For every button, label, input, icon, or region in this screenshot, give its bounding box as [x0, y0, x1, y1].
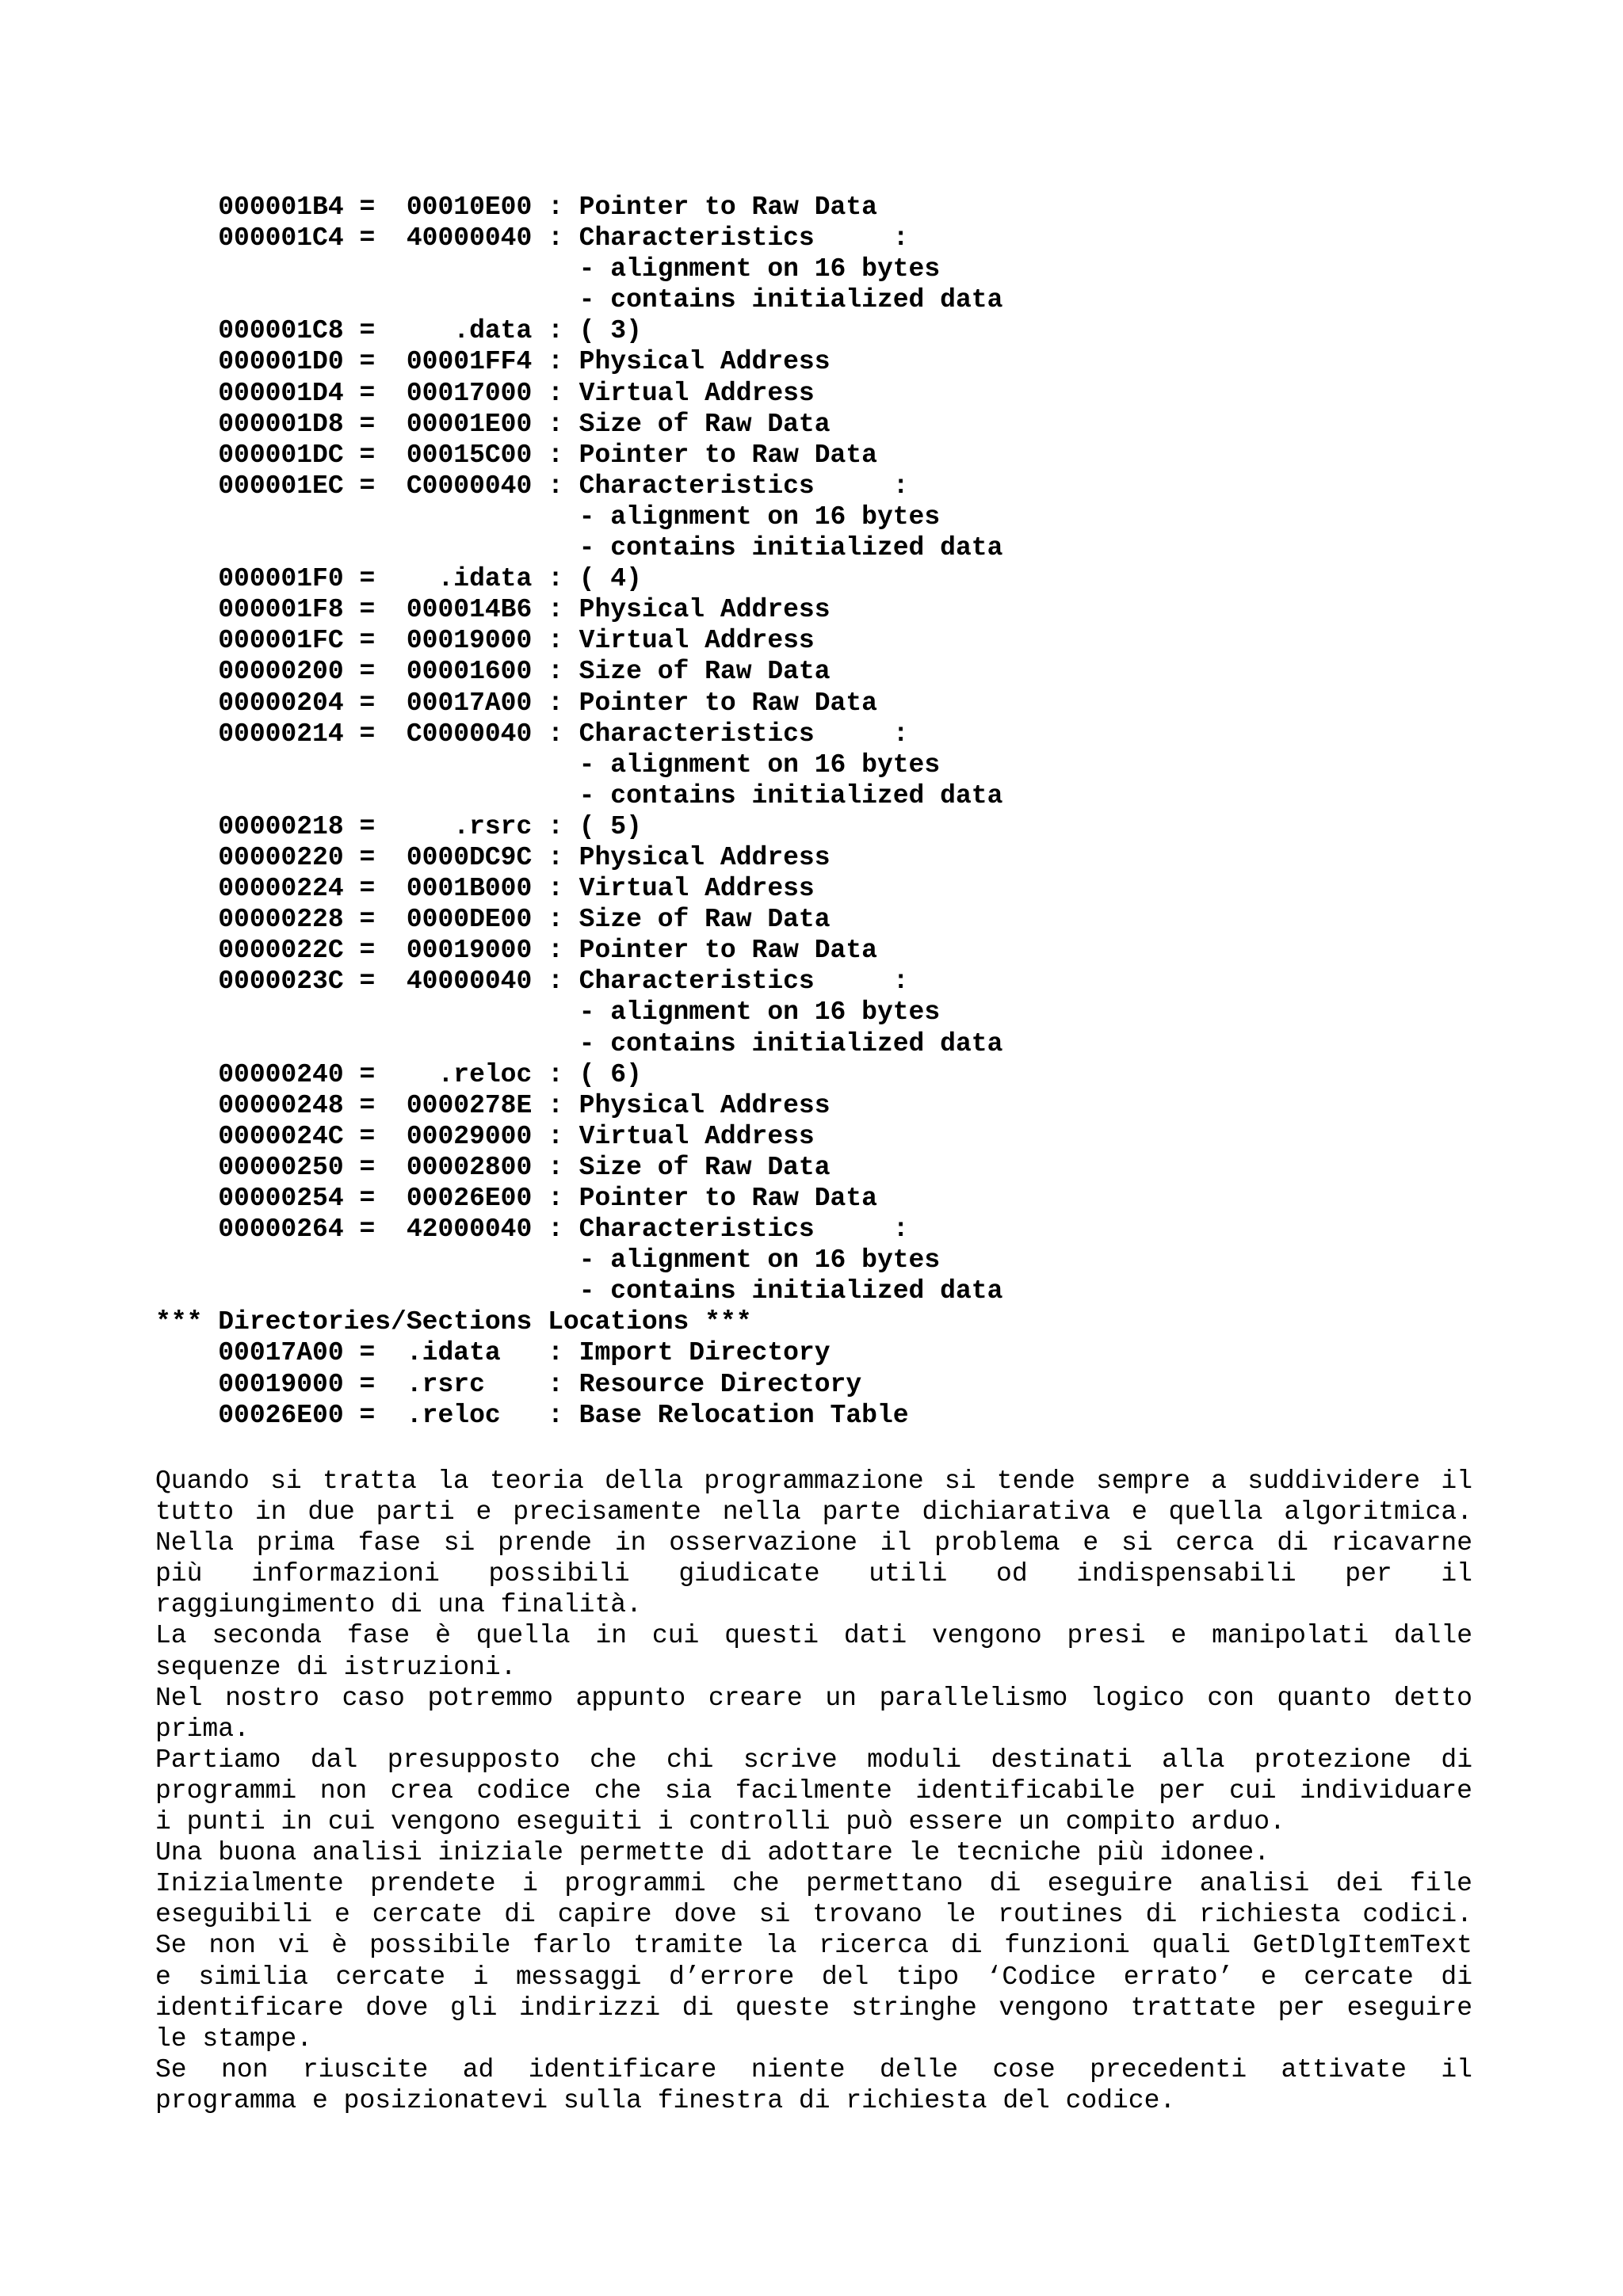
- paragraph-line: Una buona analisi iniziale permette di adottare le tecniche più idonee.: [155, 1838, 1270, 1868]
- paragraph-line: Nel nostro caso potremmo appunto creare un parallelismo logico con quanto detto: [155, 1683, 1472, 1713]
- dump-line: 000001F0 = .idata : ( 4): [155, 564, 642, 594]
- dump-line: - contains initialized data: [155, 533, 1003, 563]
- paragraph-line: programma e posizionatevi sulla finestra di richiesta del codice.: [155, 2085, 1176, 2115]
- dump-line: - contains initialized data: [155, 1276, 1003, 1306]
- paragraph-line: Quando si tratta la teoria della programmazione si tende sempre a suddividere il: [155, 1466, 1472, 1496]
- dump-line: 000001D0 = 00001FF4 : Physical Address: [155, 347, 831, 377]
- dump-line: 00017A00 = .idata : Import Directory: [155, 1338, 831, 1368]
- dump-line: - alignment on 16 bytes: [155, 749, 941, 780]
- dump-line: 000001FC = 00019000 : Virtual Address: [155, 626, 815, 656]
- dump-line: 00000250 = 00002800 : Size of Raw Data: [155, 1152, 831, 1182]
- dump-line: 000001EC = C0000040 : Characteristics :: [155, 471, 909, 501]
- dump-line: 000001C8 = .data : ( 3): [155, 316, 642, 346]
- dump-line: - alignment on 16 bytes: [155, 1245, 941, 1276]
- dump-line: 000001C4 = 40000040 : Characteristics :: [155, 223, 909, 254]
- dump-line: 00000264 = 42000040 : Characteristics :: [155, 1215, 909, 1245]
- dump-line: 00000200 = 00001600 : Size of Raw Data: [155, 657, 831, 687]
- dump-line: 000001B4 = 00010E00 : Pointer to Raw Data: [155, 193, 877, 222]
- dump-line: - alignment on 16 bytes: [155, 254, 941, 284]
- paragraph-line: Partiamo dal presupposto che chi scrive moduli destinati alla protezione di: [155, 1745, 1472, 1775]
- dump-line: - alignment on 16 bytes: [155, 997, 941, 1028]
- paragraph-line: Inizialmente prendete i programmi che permettano di eseguire analisi dei file: [155, 1869, 1472, 1899]
- paragraph-line: sequenze di istruzioni.: [155, 1652, 517, 1682]
- body-text: [155, 1466, 1472, 2116]
- dump-line: - contains initialized data: [155, 285, 1003, 315]
- dump-line: 00000214 = C0000040 : Characteristics :: [155, 719, 909, 749]
- paragraph-line: raggiungimento di una finalità.: [155, 1590, 642, 1620]
- paragraph-line: La seconda fase è quella in cui questi dati vengono presi e manipolati dalle: [155, 1621, 1472, 1651]
- paragraph-line: eseguibili e cercate di capire dove si trovano le routines di richiesta codici.: [155, 1900, 1472, 1930]
- paragraph-line: e similia cercate i messaggi d’errore del tipo ‘Codice errato’ e cercate di: [155, 1962, 1472, 1992]
- dump-line: 00000254 = 00026E00 : Pointer to Raw Data: [155, 1184, 877, 1213]
- dump-line: - contains initialized data: [155, 1028, 1003, 1058]
- dump-line: 00019000 = .rsrc : Resource Directory: [155, 1369, 862, 1399]
- paragraph-line: programmi non crea codice che sia facilmente identificabile per cui individuare: [155, 1775, 1472, 1806]
- dump-line: 00000224 = 0001B000 : Virtual Address: [155, 874, 815, 904]
- paragraph-line: i punti in cui vengono eseguiti i controlli può essere un compito arduo.: [155, 1807, 1285, 1837]
- dump-line: 000001F8 = 000014B6 : Physical Address: [155, 595, 831, 625]
- dump-line: 00000248 = 0000278E : Physical Address: [155, 1090, 831, 1120]
- dump-line: 0000023C = 40000040 : Characteristics :: [155, 967, 909, 997]
- paragraph-line: più informazioni possibili giudicate utili od indispensabili per il: [155, 1559, 1472, 1589]
- dump-line: 00000204 = 00017A00 : Pointer to Raw Data: [155, 688, 877, 718]
- dump-line: 00000228 = 0000DE00 : Size of Raw Data: [155, 905, 831, 935]
- dump-line: 00000220 = 0000DC9C : Physical Address: [155, 842, 831, 872]
- paragraph-line: Se non vi è possibile farlo tramite la ricerca di funzioni quali GetDlgItemText: [155, 1931, 1472, 1961]
- dump-line: 000001DC = 00015C00 : Pointer to Raw Data: [155, 440, 877, 470]
- paragraph-line: identificare dove gli indirizzi di queste stringhe vengono trattate per eseguire: [155, 1993, 1472, 2023]
- dump-line: 00000218 = .rsrc : ( 5): [155, 811, 642, 841]
- dump-line: *** Directories/Sections Locations ***: [155, 1307, 752, 1337]
- paragraph-line: tutto in due parti e precisamente nella parte dichiarativa e quella algoritmica.: [155, 1497, 1472, 1527]
- dump-line: 000001D4 = 00017000 : Virtual Address: [155, 378, 815, 408]
- dump-line: 0000022C = 00019000 : Pointer to Raw Data: [155, 936, 877, 966]
- dump-line: 00026E00 = .reloc : Base Relocation Table: [155, 1400, 909, 1430]
- dump-line: 0000024C = 00029000 : Virtual Address: [155, 1121, 815, 1151]
- paragraph-line: Nella prima fase si prende in osservazione il problema e si cerca di ricavarne: [155, 1528, 1472, 1558]
- dump-line: 000001D8 = 00001E00 : Size of Raw Data: [155, 409, 831, 439]
- paragraph-line: prima.: [155, 1714, 250, 1744]
- pe-section-dump: [155, 192, 1002, 1431]
- dump-line: 00000240 = .reloc : ( 6): [155, 1059, 642, 1089]
- paragraph-line: Se non riuscite ad identificare niente delle cose precedenti attivate il: [155, 2054, 1472, 2084]
- dump-line: - alignment on 16 bytes: [155, 502, 941, 532]
- paragraph-line: le stampe.: [155, 2023, 313, 2054]
- dump-line: - contains initialized data: [155, 780, 1003, 810]
